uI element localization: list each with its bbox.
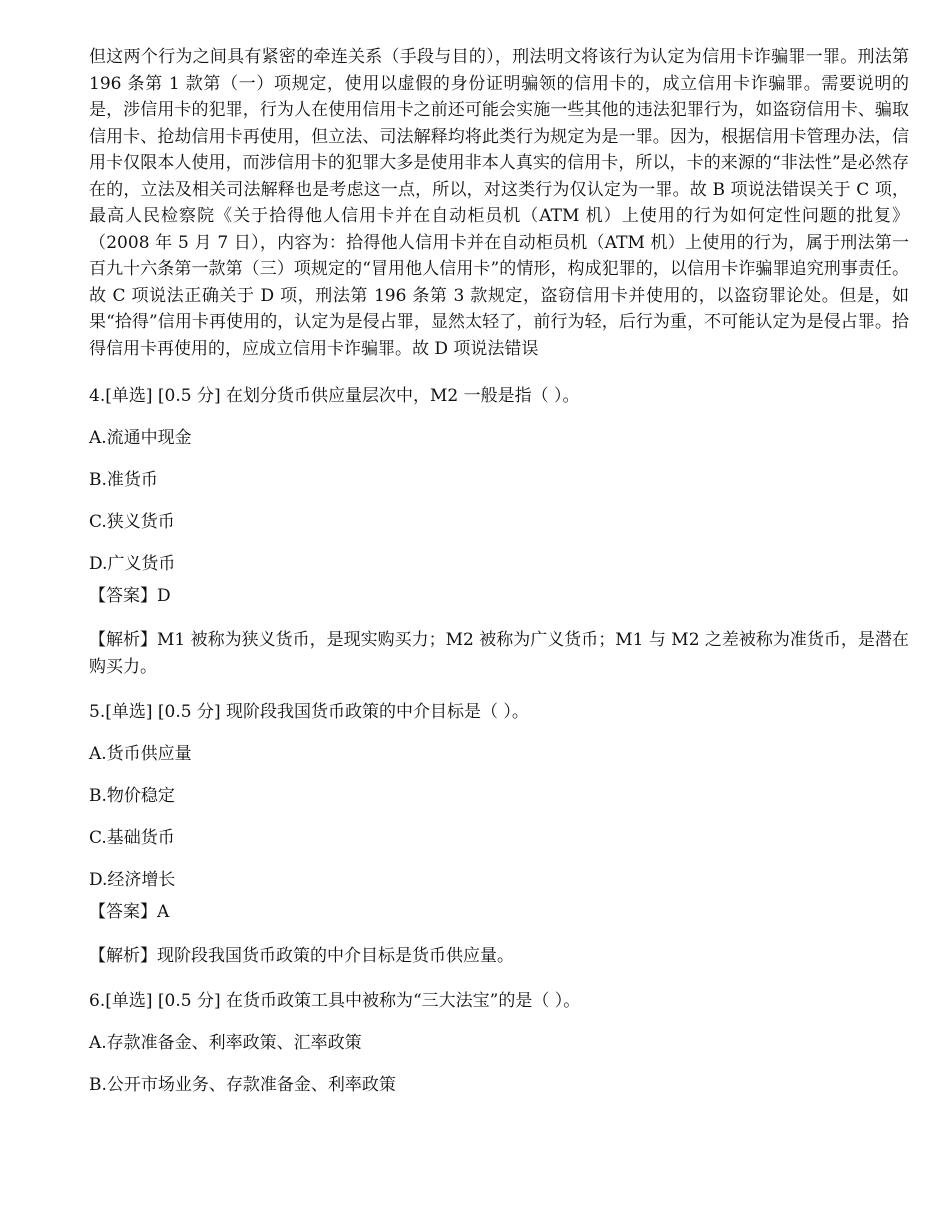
question-block-4	[89, 383, 909, 681]
option-c: C.狭义货币	[89, 512, 175, 532]
option-c: C.基础货币	[89, 828, 175, 848]
question-block-6	[89, 988, 909, 1098]
question-stem: 5.[单选] [0.5 分] 现阶段我国货币政策的中介目标是（ ）。	[89, 702, 529, 722]
option-a: A.存款准备金、利率政策、汇率政策	[89, 1033, 362, 1053]
option-a: A.流通中现金	[89, 428, 192, 448]
option-d: D.经济增长	[89, 870, 176, 890]
option-b: B.公开市场业务、存款准备金、利率政策	[89, 1075, 396, 1095]
option-d: D.广义货币	[89, 554, 176, 574]
option-b: B.准货币	[89, 470, 158, 490]
answer-line: 【答案】D	[89, 586, 171, 606]
document-page	[89, 44, 909, 1098]
option-b: B.物价稳定	[89, 786, 175, 806]
explanation: 【解析】现阶段我国货币政策的中介目标是货币供应量。	[89, 946, 514, 966]
explanation: 【解析】M1 被称为狭义货币，是现实购买力；M2 被称为广义货币；M1 与 M2 之差被称为准货币，是潜在购买力。	[89, 630, 909, 677]
intro-paragraph: 但这两个行为之间具有紧密的牵连关系（手段与目的），刑法明文将该行为认定为信用卡诈骗罪一罪。刑法第 196 条第 1 款第（一）项规定，使用以虚假的身份证明骗领的信用卡的，成立信用卡诈骗罪。需要说明的是，涉信用卡的犯罪，行为人在使用信用卡之前还可能会实施一些其他的违法犯罪行为，如盗窃信用卡、骗取信用卡、抢劫信用卡再使用，但立法、司法解释均将此类行为规定为是一罪。因为，根据信用卡管理办法，信用卡仅限本人使用，而涉信用卡的犯罪大多是使用非本人真实的信用卡，所以，卡的来源的“非法性”是必然存在的，立法及相关司法解释也是考虑这一点，所以，对这类行为仅认定为一罪。故 B 项说法错误关于 C 项，最高人民检察院《关于拾得他人信用卡并在自动柜员机（ATM 机）上使用的行为如何定性问题的批复》（2008 年 5 月 7 日），内容为：拾得他人信用卡并在自动柜员机（ATM 机）上使用的行为，属于刑法第一百九十六条第一款第（三）项规定的“冒用他人信用卡”的情形，构成犯罪的，以信用卡诈骗罪追究刑事责任。故 C 项说法正确关于 D 项，刑法第 196 条第 3 款规定，盗窃信用卡并使用的，以盗窃罪论处。但是，如果“拾得”信用卡再使用的，认定为是侵占罪，显然太轻了，前行为轻，后行为重，不可能认定为是侵占罪。拾得信用卡再使用的，应成立信用卡诈骗罪。故 D 项说法错误	[89, 47, 909, 359]
question-stem: 4.[单选] [0.5 分] 在划分货币供应量层次中，M2 一般是指（ ）。	[89, 386, 580, 406]
option-a: A.货币供应量	[89, 744, 192, 764]
question-stem: 6.[单选] [0.5 分] 在货币政策工具中被称为“三大法宝”的是（ ）。	[89, 991, 581, 1011]
answer-line: 【答案】A	[89, 902, 170, 922]
question-block-5	[89, 699, 909, 970]
